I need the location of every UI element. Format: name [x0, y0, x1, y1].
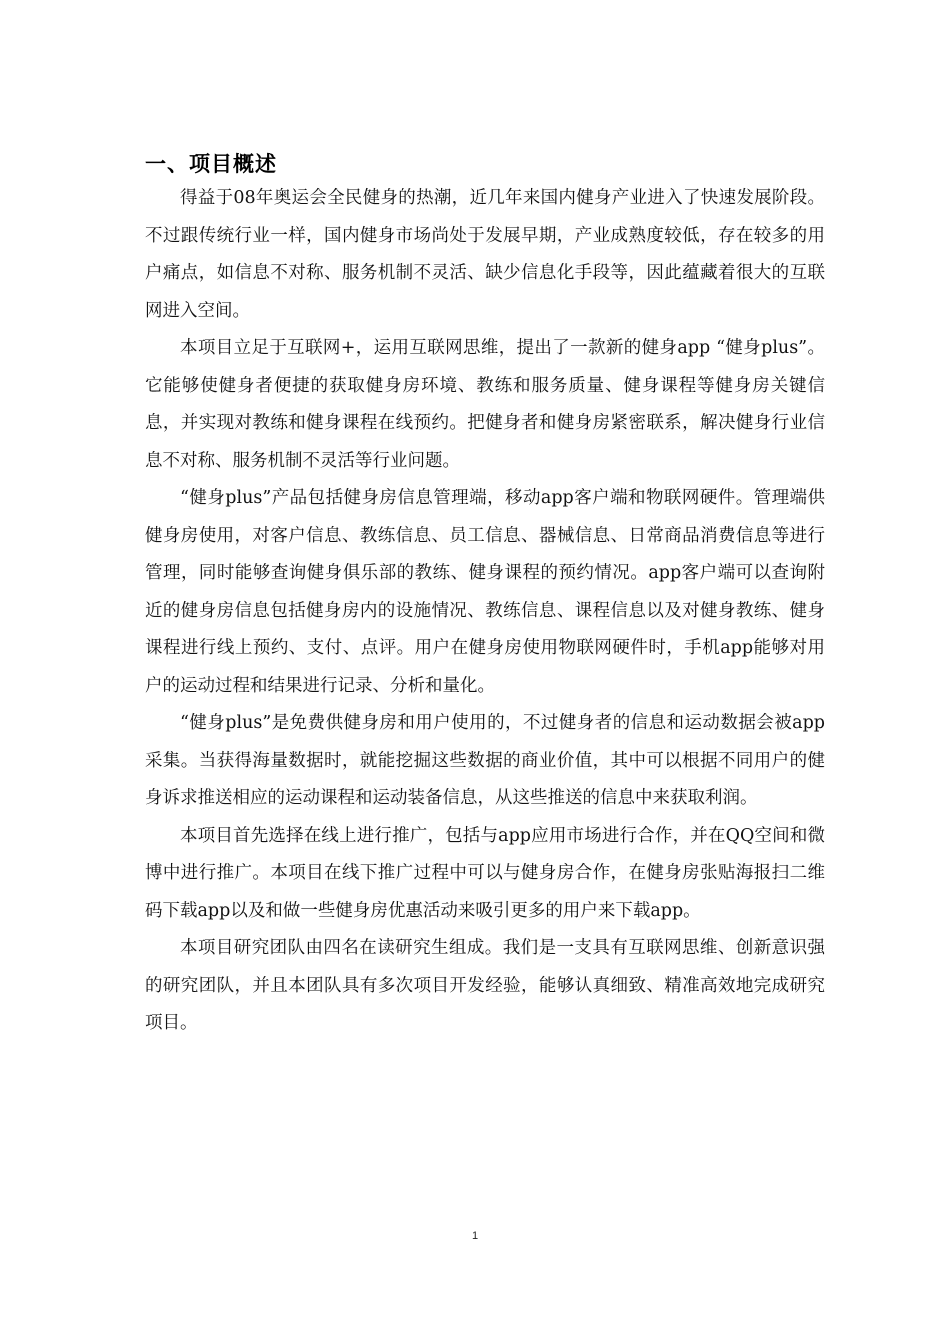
paragraph: 本项目研究团队由四名在读研究生组成。我们是一支具有互联网思维、创新意识强的研究团队，并且本团队具有多次项目开发经验，能够认真细致、精准高效地完成研究项目。	[145, 938, 825, 1033]
body-text	[145, 180, 825, 1043]
paragraph: “健身plus”产品包括健身房信息管理端，移动app客户端和物联网硬件。管理端供健身房使用，对客户信息、教练信息、员工信息、器械信息、日常商品消费信息等进行管理，同时能够查询健身俱乐部的教练、健身课程的预约情况。app客户端可以查询附近的健身房信息包括健身房内的设施情况、教练信息、课程信息以及对健身教练、健身课程进行线上预约、支付、点评。用户在健身房使用物联网硬件时，手机app能够对用户的运动过程和结果进行记录、分析和量化。	[145, 488, 825, 696]
section-heading: 一、项目概述	[145, 152, 277, 176]
paragraph: 得益于08年奥运会全民健身的热潮，近几年来国内健身产业进入了快速发展阶段。不过跟传统行业一样，国内健身市场尚处于发展早期，产业成熟度较低，存在较多的用户痛点，如信息不对称、服务机制不灵活、缺少信息化手段等，因此蕴藏着很大的互联网进入空间。	[145, 188, 825, 321]
paragraph: 本项目首先选择在线上进行推广，包括与app应用市场进行合作，并在QQ空间和微博中进行推广。本项目在线下推广过程中可以与健身房合作，在健身房张贴海报扫二维码下载app以及和做一些健身房优惠活动来吸引更多的用户来下载app。	[145, 825, 825, 921]
page-number: 1	[471, 1230, 479, 1242]
paragraph: 本项目立足于互联网+，运用互联网思维，提出了一款新的健身app “健身plus”。它能够使健身者便捷的获取健身房环境、教练和服务质量、健身课程等健身房关键信息，并实现对教练和健身课程在线预约。把健身者和健身房紧密联系，解决健身行业信息不对称、服务机制不灵活等行业问题。	[145, 338, 825, 471]
paragraph: “健身plus”是免费供健身房和用户使用的，不过健身者的信息和运动数据会被app采集。当获得海量数据时，就能挖掘这些数据的商业价值，其中可以根据不同用户的健身诉求推送相应的运动课程和运动装备信息，从这些推送的信息中来获取利润。	[145, 713, 825, 808]
